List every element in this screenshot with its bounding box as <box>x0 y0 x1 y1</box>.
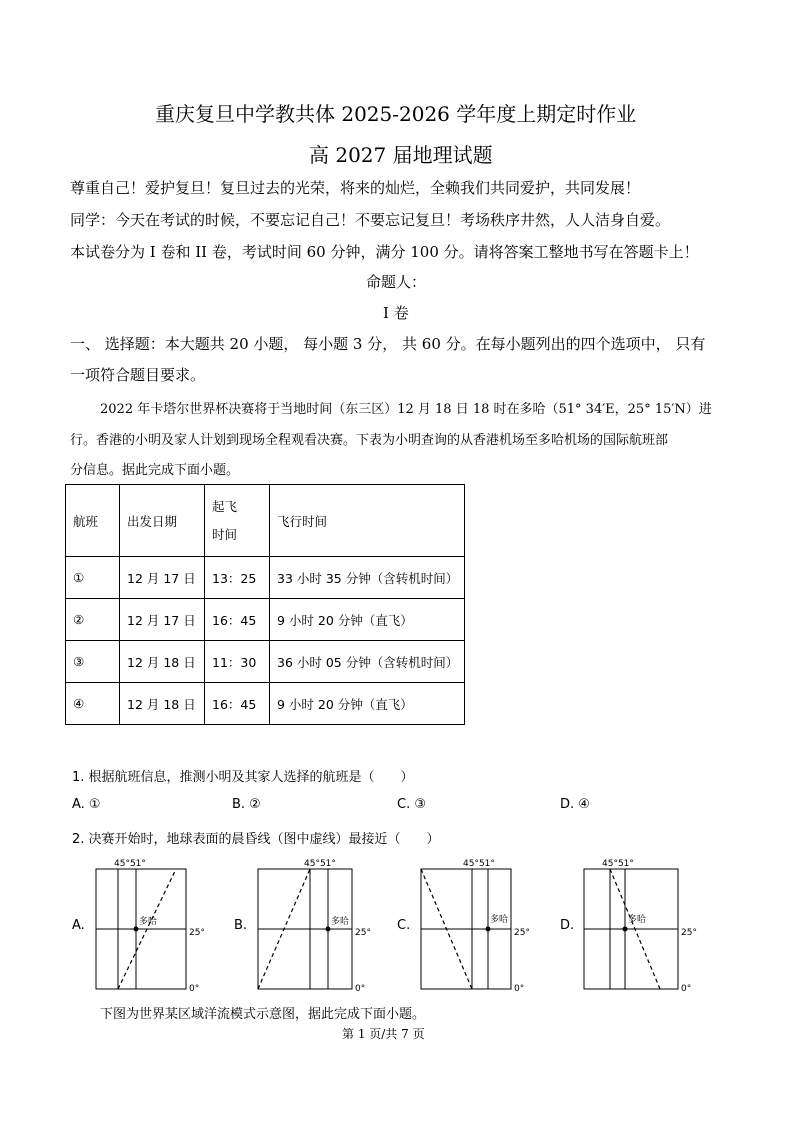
question-2-stem: 2. 决赛开始时，地球表面的晨昏线（图中虚线）最接近（ ） <box>72 832 440 847</box>
table-cell: 16：45 <box>205 683 270 725</box>
table-cell: 12 月 18 日 <box>120 641 205 683</box>
table-cell: 13：25 <box>205 557 270 599</box>
table-cell: 9 小时 20 分钟（直飞） <box>270 683 465 725</box>
author-label: 命题人： <box>366 273 427 291</box>
table-cell: ③ <box>66 641 120 683</box>
diagram-lat-label: 25° <box>514 928 530 938</box>
diagram-eq-label: 0° <box>189 984 200 994</box>
q2-option-a-label[interactable]: A. <box>72 918 85 933</box>
q2-diagram-b <box>252 855 382 995</box>
table-cell: 33 小时 35 分钟（含转机时间） <box>270 557 465 599</box>
question-1-stem: 1. 根据航班信息，推测小明及其家人选择的航班是（ ） <box>72 770 414 785</box>
q2-option-b-label[interactable]: B. <box>234 918 248 933</box>
diagram-city-label: 多哈 <box>139 917 158 927</box>
student-notice-line: 同学：今天在考试的时候，不要忘记自己！不要忘记复旦！考场秩序井然，人人洁身自爱。 <box>70 211 671 229</box>
header-cell: 飞行时间 <box>270 485 465 557</box>
diagram-top-label: 45°51° <box>114 859 146 869</box>
section-label: I 卷 <box>383 304 409 322</box>
passage-line3: 分信息。据此完成下面小题。 <box>70 463 240 478</box>
flight-table <box>65 484 465 725</box>
diagram-city-label: 多哈 <box>490 915 509 925</box>
exam-title-line1: 重庆复旦中学教共体 2025-2026 学年度上期定时作业 <box>155 102 637 126</box>
header-cell: 起飞时间 <box>205 485 270 557</box>
q2-diagram-a <box>90 855 220 995</box>
next-passage-line: 下图为世界某区域洋流模式示意图，据此完成下面小题。 <box>100 1007 426 1022</box>
diagram-eq-label: 0° <box>355 984 366 994</box>
table-cell: 11：30 <box>205 641 270 683</box>
table-cell: 9 小时 20 分钟（直飞） <box>270 599 465 641</box>
diagram-top-label: 45°51° <box>304 859 336 869</box>
table-cell: 12 月 17 日 <box>120 599 205 641</box>
page-footer: 第 1 页/共 7 页 <box>342 1027 425 1041</box>
passage-line1: 2022 年卡塔尔世界杯决赛将于当地时间（东三区）12 月 18 日 18 时在多哈（51° 34′E，25° 15′N）进 <box>100 402 712 417</box>
diagram-lat-label: 25° <box>681 928 697 938</box>
diagram-eq-label: 0° <box>514 984 525 994</box>
table-row <box>66 557 465 599</box>
diagram-city-label: 多哈 <box>331 917 350 927</box>
q2-option-c-label[interactable]: C. <box>397 918 411 933</box>
header-cell: 航班 <box>66 485 120 557</box>
diagram-lat-label: 25° <box>355 928 371 938</box>
diagram-city-label: 多哈 <box>628 915 647 925</box>
table-cell: ② <box>66 599 120 641</box>
table-row <box>66 641 465 683</box>
table-cell: 12 月 18 日 <box>120 683 205 725</box>
q1-option-d[interactable]: D. ④ <box>560 797 590 812</box>
q2-option-d-label[interactable]: D. <box>560 918 575 933</box>
q1-option-a[interactable]: A. ① <box>72 797 101 812</box>
q2-diagram-d <box>578 855 708 995</box>
table-row <box>66 683 465 725</box>
table-cell: 36 小时 05 分钟（含转机时间） <box>270 641 465 683</box>
diagram-eq-label: 0° <box>681 984 692 994</box>
motto-line: 尊重自己！爱护复旦！复旦过去的光荣，将来的灿烂，全赖我们共同爱护，共同发展！ <box>70 179 641 197</box>
part1-heading: 一、 选择题：本大题共 20 小题， 每小题 3 分， 共 60 分。在每小题列出的四个选项中， 只有 <box>70 335 706 353</box>
q1-option-b[interactable]: B. ② <box>232 797 261 812</box>
table-cell: ④ <box>66 683 120 725</box>
table-cell: 16：45 <box>205 599 270 641</box>
header-cell: 出发日期 <box>120 485 205 557</box>
diagram-top-label: 45°51° <box>463 859 495 869</box>
diagram-top-label: 45°51° <box>602 859 634 869</box>
table-cell: ① <box>66 557 120 599</box>
q1-option-c[interactable]: C. ③ <box>397 797 426 812</box>
table-cell: 12 月 17 日 <box>120 557 205 599</box>
diagram-lat-label: 25° <box>189 928 205 938</box>
table-header-row <box>66 485 465 557</box>
exam-title-line2: 高 2027 届地理试题 <box>309 143 493 167</box>
table-row <box>66 599 465 641</box>
exam-info-line: 本试卷分为 I 卷和 II 卷，考试时间 60 分钟，满分 100 分。请将答案工整地书写在答题卡上！ <box>70 243 699 261</box>
part1-heading-cont: 一项符合题目要求。 <box>70 366 206 384</box>
passage-line2: 行。香港的小明及家人计划到现场全程观看决赛。下表为小明查询的从香港机场至多哈机场的国际航班部 <box>70 433 669 448</box>
q2-diagram-c <box>415 855 545 995</box>
